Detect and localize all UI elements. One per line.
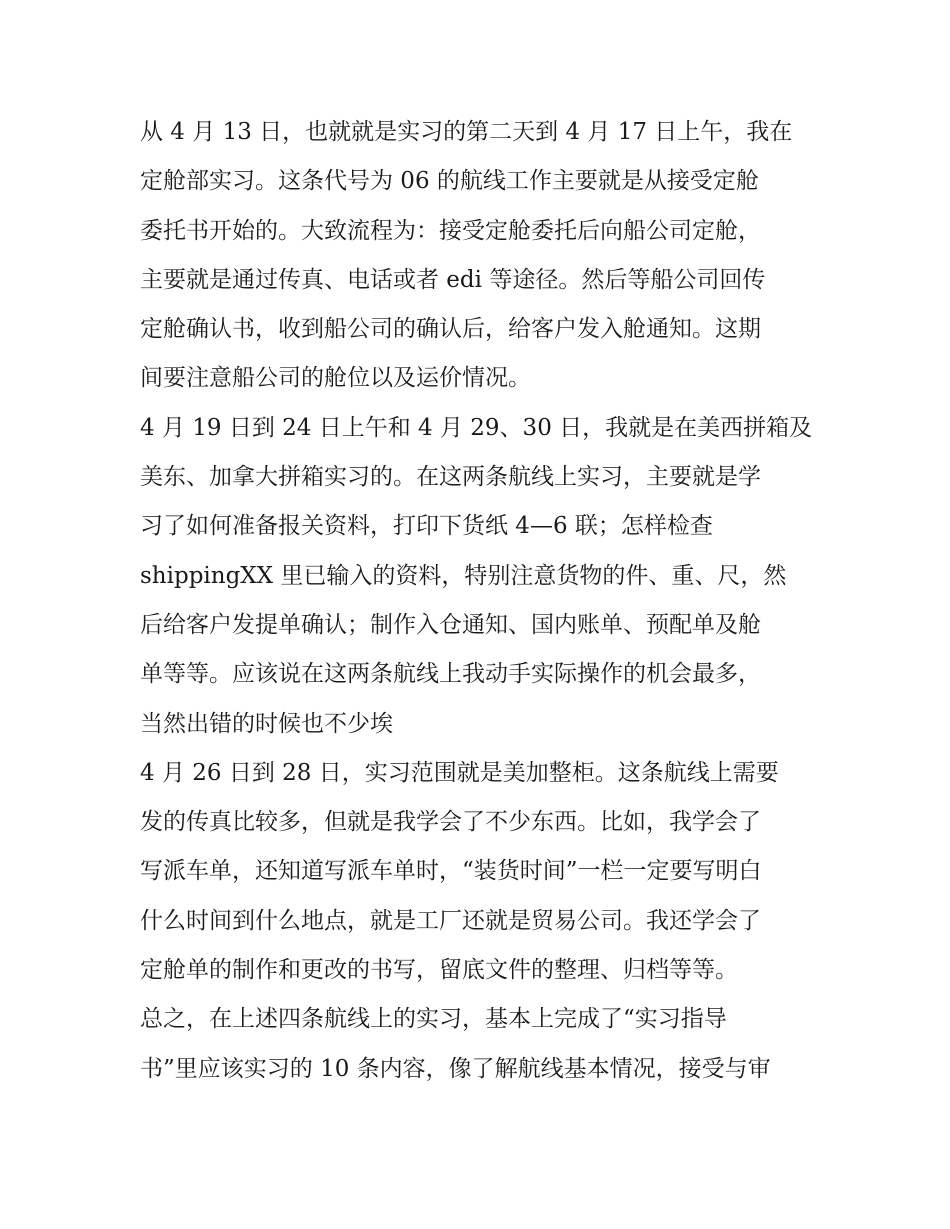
text-line: 定舱部实习。这条代号为 06 的航线工作主要就是从接受定舱 [140,168,759,195]
text-line: 4 月 26 日到 28 日，实习范围就是美加整柜。这条航线上需要 [140,759,779,786]
text-line: 后给客户发提单确认；制作入仓通知、国内账单、预配单及舱 [140,611,761,638]
text-line: 什么时间到什么地点，就是工厂还就是贸易公司。我还学会了 [140,907,761,934]
text-line: shippingXX 里已输入的资料，特别注意货物的件、重、尺，然 [140,562,787,589]
text-line: 发的传真比较多，但就是我学会了不少东西。比如，我学会了 [140,809,761,836]
text-line: 从 4 月 13 日，也就就是实习的第二天到 4 月 17 日上午，我在 [140,119,793,145]
text-line: 委托书开始的。大致流程为：接受定舱委托后向船公司定舱， [140,217,761,244]
text-line: 书”里应该实习的 10 条内容，像了解航线基本情况，接受与审 [140,1055,771,1082]
body-text [140,108,840,1094]
text-line: 定舱确认书，收到船公司的确认后，给客户发入舱通知。这期 [140,316,761,343]
text-line: 习了如何准备报关资料，打印下货纸 4—6 联；怎样检查 [140,513,713,540]
text-line: 间要注意船公司的舱位以及运价情况。 [140,365,531,392]
text-line: 4 月 19 日到 24 日上午和 4 月 29、30 日，我就是在美西拼箱及 [140,414,813,441]
text-line: 美东、加拿大拼箱实习的。在这两条航线上实习，主要就是学 [140,464,761,491]
text-line: 当然出错的时候也不少埃 [140,710,393,737]
text-line: 写派车单，还知道写派车单时，“装货时间”一栏一定要写明白 [140,858,762,885]
text-line: 主要就是通过传真、电话或者 edi 等途径。然后等船公司回传 [140,266,766,293]
text-line: 定舱单的制作和更改的书写，留底文件的整理、归档等等。 [140,957,738,984]
text-line: 单等等。应该说在这两条航线上我动手实际操作的机会最多， [140,661,761,688]
text-line: 总之，在上述四条航线上的实习，基本上完成了“实习指导 [140,1006,727,1033]
